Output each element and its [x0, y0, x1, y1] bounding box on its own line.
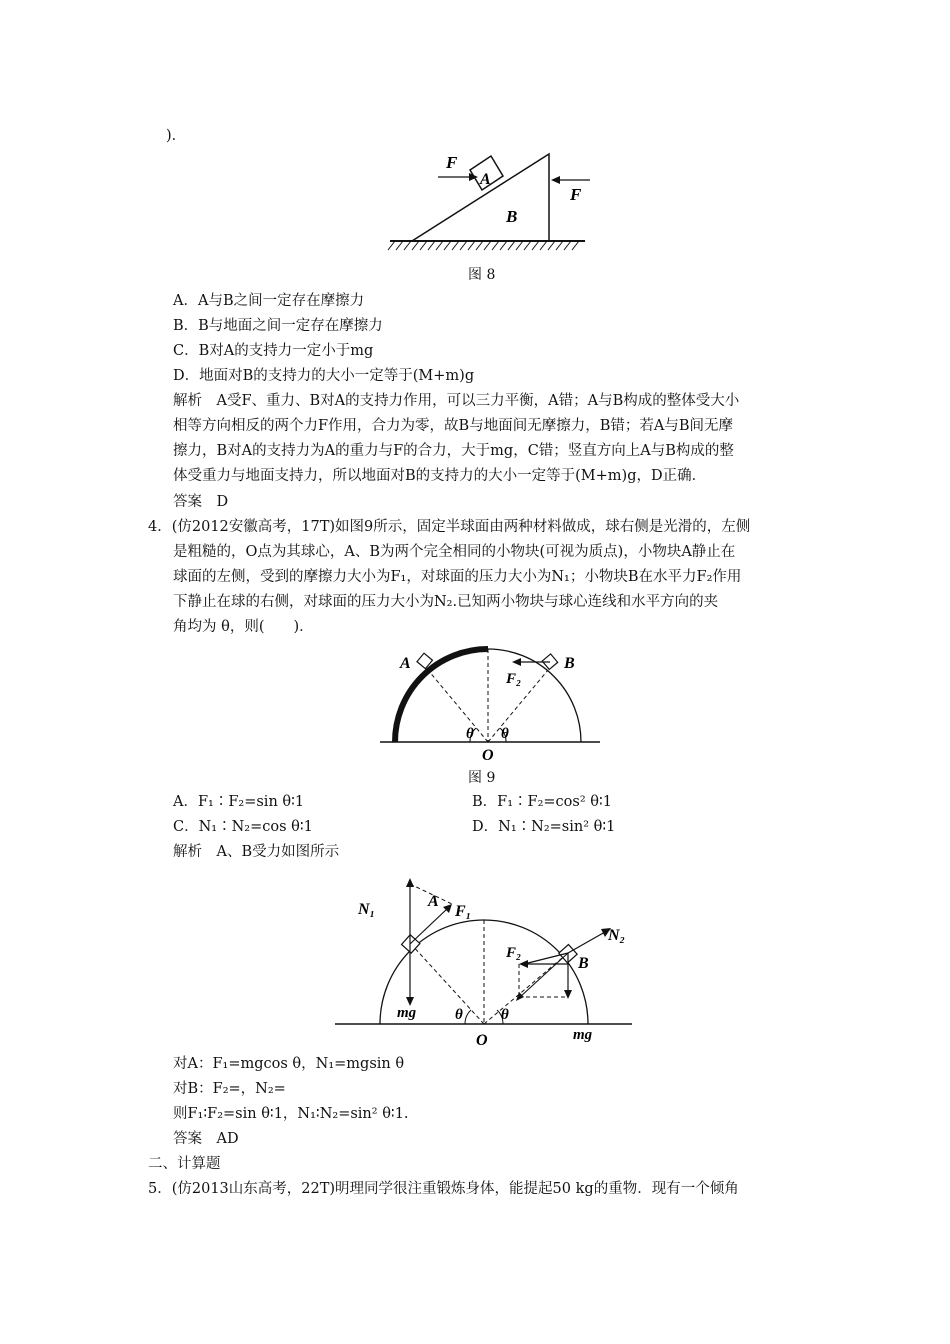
- svg-text:θ: θ: [466, 726, 474, 742]
- svg-text:A: A: [480, 171, 491, 188]
- svg-text:N₁: N₁: [358, 901, 376, 918]
- svg-text:B: B: [506, 207, 518, 226]
- q3-analysis-line-2: 相等方向相反的两个力F作用，合力为零，故B与地面间无摩擦力，B错；若A与B间无摩: [173, 418, 733, 434]
- q4-option-c: C．N₁∶N₂=cos θ∶1: [173, 819, 313, 835]
- svg-text:θ: θ: [455, 1007, 463, 1023]
- svg-text:F₂: F₂: [506, 945, 522, 961]
- svg-text:F: F: [446, 153, 458, 172]
- q4-derivation-3: 则F₁∶F₂=sin θ∶1，N₁∶N₂=sin² θ∶1.: [173, 1106, 409, 1122]
- q4-stem-line-5: 角均为 θ，则( )．: [173, 619, 314, 635]
- q4-stem-line-1: 4．(仿2012安徽高考，17T)如图9所示，固定半球面由两种材料做成，球右侧是光滑的，左侧: [148, 519, 751, 535]
- q4-option-b: B．F₁∶F₂=cos² θ∶1: [472, 794, 612, 810]
- q4-stem-line-2: 是粗糙的，O点为其球心，A、B为两个完全相同的小物块(可视为质点)，小物块A静止在: [173, 544, 736, 560]
- q3-analysis-line-3: 擦力，B对A的支持力为A的重力与F的合力，大于mg，C错；竖直方向上A与B构成的整: [173, 443, 734, 459]
- q4-option-a: A．F₁∶F₂=sin θ∶1: [173, 794, 305, 810]
- q4-derivation-2: 对B：F₂=，N₂=: [173, 1081, 286, 1097]
- q4-answer: 答案 AD: [173, 1131, 239, 1147]
- q3-stem-tail: )．: [166, 128, 187, 144]
- svg-text:F₁: F₁: [455, 903, 472, 920]
- q3-analysis-line-1: 解析 A受F、重力、B对A的支持力作用，可以三力平衡，A错；A与B构成的整体受大小: [173, 393, 740, 409]
- svg-text:F₂: F₂: [506, 671, 522, 687]
- q4-option-d: D．N₁∶N₂=sin² θ∶1: [472, 819, 616, 835]
- figure-8-caption: 图 8: [468, 267, 496, 283]
- q3-answer: 答案 D: [173, 494, 229, 510]
- svg-text:O: O: [482, 747, 494, 764]
- figure-9-caption: 图 9: [468, 770, 496, 786]
- q4-stem-line-3: 球面的左侧，受到的摩擦力大小为F₁，对球面的压力大小为N₁；小物块B在水平力F₂作用: [173, 569, 742, 585]
- q5-stem: 5．(仿2013山东高考，22T)明理同学很注重锻炼身体，能提起50 kg的重物．现有一个倾角: [148, 1181, 739, 1197]
- svg-text:F: F: [570, 185, 582, 204]
- svg-text:N₂: N₂: [608, 927, 626, 944]
- svg-text:A: A: [428, 893, 439, 910]
- q3-option-a: A．A与B之间一定存在摩擦力: [173, 293, 365, 309]
- svg-text:mg: mg: [397, 1005, 417, 1021]
- svg-text:B: B: [578, 955, 589, 972]
- section-2-heading: 二、计算题: [148, 1156, 221, 1172]
- svg-text:A: A: [400, 655, 411, 672]
- q4-derivation-1: 对A：F₁=mgcos θ，N₁=mgsin θ: [173, 1056, 405, 1072]
- q3-option-b: B．B与地面之间一定存在摩擦力: [173, 318, 383, 334]
- svg-text:O: O: [476, 1032, 488, 1049]
- q4-analysis-intro: 解析 A、B受力如图所示: [173, 844, 340, 860]
- q4-stem-line-4: 下静止在球的右侧，对球面的压力大小为N₂.已知两小物块与球心连线和水平方向的夹: [173, 594, 719, 610]
- svg-text:mg: mg: [573, 1027, 593, 1043]
- svg-text:θ: θ: [501, 726, 509, 742]
- svg-text:B: B: [564, 655, 575, 672]
- q3-option-c: C．B对A的支持力一定小于mg: [173, 343, 374, 359]
- svg-text:θ: θ: [501, 1007, 509, 1023]
- q3-analysis-line-4: 体受重力与地面支持力，所以地面对B的支持力的大小一定等于(M+m)g，D正确．: [173, 468, 707, 484]
- q3-option-d: D．地面对B的支持力的大小一定等于(M+m)g: [173, 368, 475, 384]
